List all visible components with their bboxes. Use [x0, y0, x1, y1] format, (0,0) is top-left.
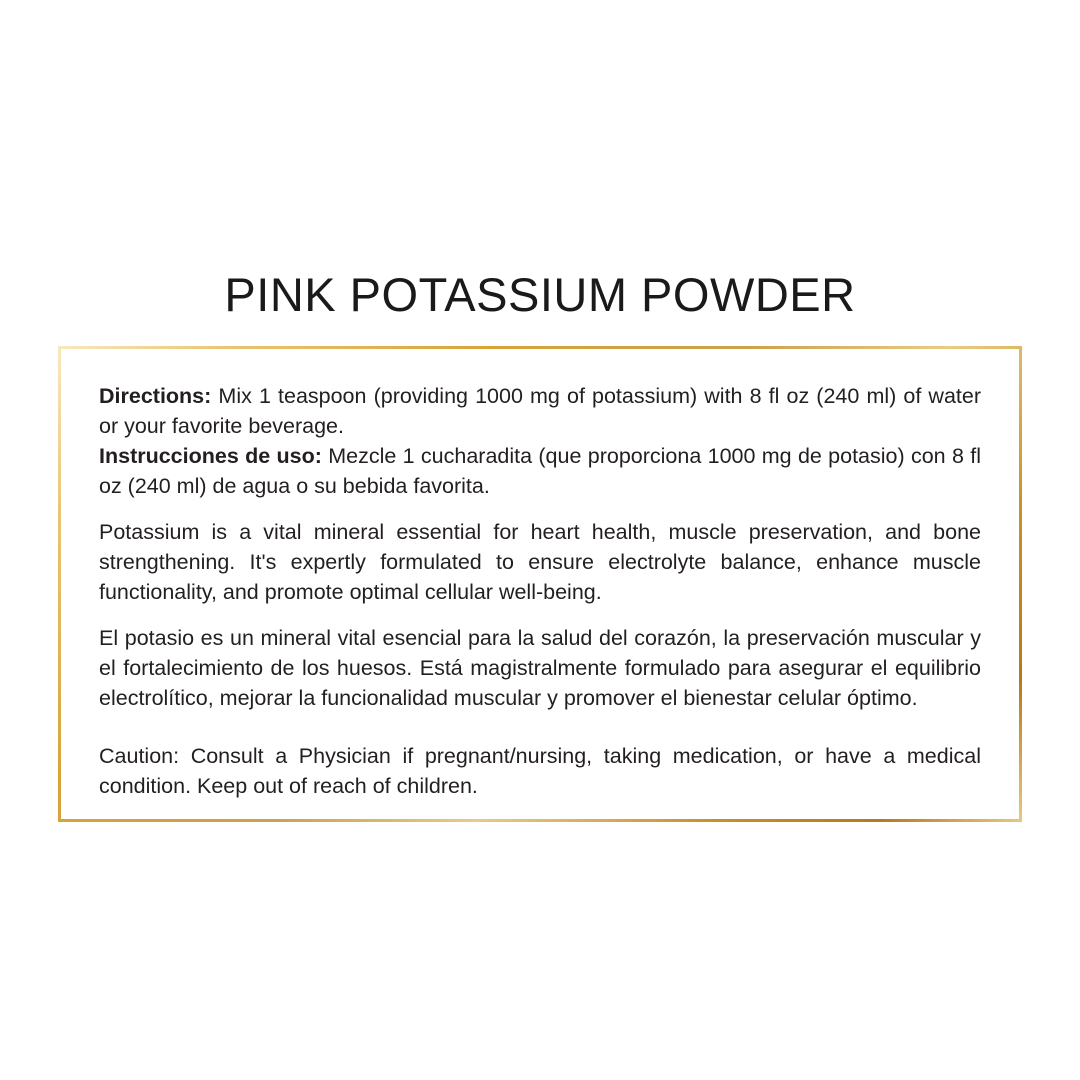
benefits-english-paragraph: Potassium is a vital mineral essential for heart health, muscle preservation, and bone strengthening. It's expertly formulated to ensure electrolyte balance, enhance muscle functionality, and promote optimal cellular well-being. [99, 520, 981, 604]
directions-panel-inner [61, 349, 1019, 819]
caution-paragraph: Caution: Consult a Physician if pregnant/nursing, taking medication, or have a medical condition. Keep out of reach of children. [99, 744, 981, 798]
instrucciones-label: Instrucciones de uso: [99, 444, 322, 468]
page-title: PINK POTASSIUM POWDER [224, 268, 856, 322]
directions-paragraph [99, 381, 981, 441]
directions-label: Directions: [99, 384, 212, 408]
instrucciones-text: Mezcle 1 cucharadita (que proporciona 1000 mg de potasio) con 8 fl oz (240 ml) de agua o su bebida favorita. [99, 444, 981, 498]
directions-panel [58, 346, 1022, 822]
benefits-spanish-paragraph: El potasio es un mineral vital esencial para la salud del corazón, la preservación muscular y el fortalecimiento de los huesos. Está magistralmente formulado para asegurar el equilibrio electrolítico, mejorar la funcionalidad muscular y promover el bienestar celular óptimo. [99, 626, 981, 710]
directions-text: Mix 1 teaspoon (providing 1000 mg of potassium) with 8 fl oz (240 ml) of water or your favorite beverage. [99, 384, 981, 438]
instrucciones-paragraph [99, 441, 981, 501]
